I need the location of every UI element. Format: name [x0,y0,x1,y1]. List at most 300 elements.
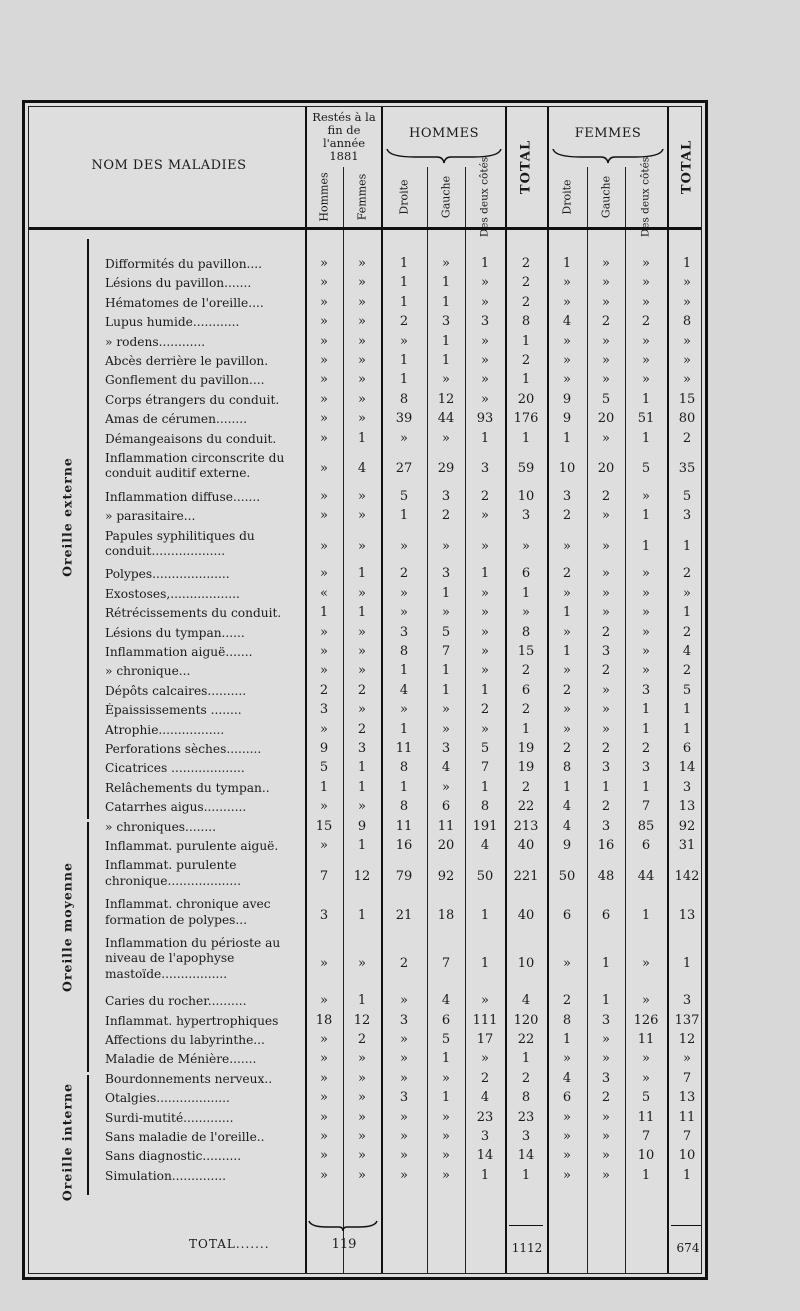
cell-value: » [400,605,408,621]
cell-value: 2 [521,256,531,271]
femmes-group-header: FEMMES [574,126,642,141]
cell-value: 10 [558,461,576,477]
cell-value: 1 [480,956,490,972]
cell-value: » [358,624,366,640]
cell-value: 1 [641,721,651,737]
cell-value: » [358,1051,366,1067]
cell-value: 1 [521,721,531,737]
cell-value: » [481,275,489,291]
cell-value: » [602,1109,610,1125]
cell-value: 2 [601,663,611,679]
cell-value: 4 [562,799,572,815]
cell-value: 4 [399,682,409,698]
cell-value: » [358,275,366,291]
cell-value: » [642,624,650,640]
cell-value: 7 [682,1129,692,1144]
cell-value: 1 [521,1051,531,1067]
cell-value: » [320,411,328,427]
disease-name: Amas de cérumen........ [105,412,247,427]
cell-value: » [320,838,328,853]
cell-value: » [563,663,571,679]
cell-value: 1 [601,956,611,972]
cell-value: 3 [319,702,329,718]
cell-value: 1 [441,682,451,698]
cell-value: 16 [395,838,413,853]
disease-name: » parasitaire... [105,509,196,524]
cell-value: 1 [641,779,651,795]
cell-value: » [358,353,366,368]
cell-value: » [320,294,328,310]
table-row [29,587,701,606]
restes-header: Restés à la fin de l'année 1881 [312,110,376,163]
cell-value: » [400,333,408,349]
col-femmes: Femmes [355,173,369,221]
cell-value: » [442,1070,450,1086]
cell-value: 2 [357,721,367,737]
cell-value: 1 [399,294,409,310]
cell-value: 5 [441,624,451,640]
disease-name: Lésions du pavillon....... [105,276,252,291]
cell-value: 1 [682,605,692,621]
cell-value: 1 [521,372,531,388]
cell-value: 3 [399,624,409,640]
cell-value: 8 [521,1090,531,1106]
disease-name: Surdi-mutité............. [105,1110,234,1125]
cell-value: 2 [399,314,409,330]
disease-name: Sans maladie de l'oreille.. [105,1130,265,1144]
cell-value: 1 [562,644,572,659]
cell-value: » [602,430,610,446]
cell-value: 3 [441,566,451,582]
table-row [29,335,701,354]
cell-value: » [442,372,450,388]
disease-name: Perforations sèches......... [105,742,262,756]
cell-value: » [442,702,450,718]
cell-value: » [320,566,328,582]
cell-value: 2 [521,702,531,718]
cell-value: 8 [399,644,409,659]
disease-name: Caries du rocher.......... [105,994,247,1009]
col-droite-h: Droite [397,179,411,215]
col-hommes: Hommes [317,172,331,222]
cell-value: 1 [441,333,451,349]
cell-value: » [602,294,610,310]
cell-value: 3 [441,488,451,504]
cell-value: 17 [476,1032,494,1047]
cell-value: 14 [517,1148,535,1164]
cell-value: 3 [601,818,611,834]
cell-value: 2 [521,275,531,291]
disease-name: Relâchements du tympan.. [105,780,270,795]
cell-value: 1 [521,585,531,601]
cell-value: 31 [678,838,696,853]
cell-value: » [358,1070,366,1086]
table-row [29,645,701,664]
cell-value: 2 [682,663,692,679]
cell-value: » [642,566,650,582]
cell-value: 2 [641,314,651,330]
cell-value: » [442,779,450,795]
cell-value: » [400,1070,408,1086]
cell-value: 20 [517,391,535,407]
disease-name: Catarrhes aigus........... [105,800,247,815]
cell-value: » [320,1129,328,1144]
cell-value: 29 [437,461,455,477]
cell-value: » [442,1109,450,1125]
table-row [29,936,701,994]
cell-value: » [400,702,408,718]
cell-value: 27 [395,461,413,477]
cell-value: 6 [521,566,531,582]
cell-value: 14 [678,760,696,776]
cell-value: 1 [441,585,451,601]
disease-name: Lésions du tympan...... [105,625,245,640]
disease-name: Inflammat. hypertrophiques [105,1013,279,1028]
cell-value: 1 [357,430,367,446]
table-row [29,1033,701,1052]
disease-name: » chroniques........ [105,819,217,834]
cell-value: 3 [601,1070,611,1086]
disease-name: » rodens............ [105,334,206,349]
cell-value: 2 [319,682,329,698]
cell-value: » [320,275,328,291]
cell-value: 9 [562,838,572,853]
table-row [29,742,701,761]
col-total-h: TOTAL [518,139,534,195]
cell-value: 4 [562,818,572,834]
cell-value: 1 [399,275,409,291]
cell-value: 3 [399,1090,409,1106]
cell-value: » [563,353,571,368]
cell-value: 4 [682,644,692,659]
cell-value: 92 [437,868,455,884]
cell-value: » [563,1109,571,1125]
table-row [29,626,701,645]
col-deux-f: Des deux côtés [639,156,652,238]
cell-value: 2 [601,624,611,640]
cell-value: 19 [517,760,535,776]
cell-value: 4 [480,838,490,853]
cell-value: 6 [521,682,531,698]
cell-value: » [442,430,450,446]
cell-value: 5 [601,391,611,407]
cell-value: » [642,993,650,1009]
disease-name: Papules syphilitiques du conduit................... [105,528,255,558]
cell-value: » [602,585,610,601]
cell-value: » [358,702,366,718]
cell-value: » [320,799,328,815]
table-title: NOM DES MALADIES [91,158,247,173]
table-row [29,1014,701,1033]
cell-value: » [602,1129,610,1144]
cell-value: 1 [441,663,451,679]
table-row [29,684,701,703]
table-row [29,800,701,819]
disease-name: Inflammat. chronique avec formation de polypes... [105,897,271,927]
cell-value: » [642,663,650,679]
cell-value: » [602,721,610,737]
cell-value: » [642,585,650,601]
cell-value: » [358,956,366,972]
table-row [29,1091,701,1110]
disease-name: Bourdonnements nerveux.. [105,1071,273,1086]
cell-value: » [602,372,610,388]
cell-value: » [563,372,571,388]
cell-value: 4 [562,1070,572,1086]
cell-value: » [320,644,328,659]
cell-value: » [442,1167,450,1183]
cell-value: » [642,333,650,349]
cell-value: » [683,294,691,310]
cell-value: » [358,585,366,601]
cell-value: 4 [521,993,531,1009]
cell-value: 1 [357,566,367,582]
cell-value: » [481,294,489,310]
cell-value: 6 [641,838,651,853]
disease-name: Inflammation circonscrite du conduit auditif externe. [105,451,285,481]
cell-value: 8 [682,314,692,330]
cell-value: » [400,1148,408,1164]
cell-value: » [358,1129,366,1144]
table-row [29,373,701,392]
table-row [29,393,701,412]
cell-value: 5 [399,488,409,504]
cell-value: 120 [513,1012,539,1028]
cell-value: 3 [682,779,692,795]
cell-value: » [563,538,571,554]
cell-value: 3 [480,461,490,477]
cell-value: 8 [399,799,409,815]
cell-value: » [358,799,366,815]
cell-value: » [602,333,610,349]
table-row [29,761,701,780]
cell-value: 15 [517,644,535,659]
cell-value: 1 [480,1167,490,1183]
cell-value: » [602,1148,610,1164]
disease-name: Maladie de Ménière....... [105,1052,257,1067]
cell-value: » [400,585,408,601]
cell-value: » [320,663,328,679]
cell-value: » [320,956,328,972]
cell-value: 8 [521,314,531,330]
cell-value: 3 [399,1012,409,1028]
cell-value: » [602,353,610,368]
cell-value: » [400,1167,408,1183]
cell-value: 2 [562,566,572,582]
cell-value: » [358,1148,366,1164]
cell-value: » [320,1032,328,1047]
cell-value: 2 [562,993,572,1009]
cell-value: 5 [682,682,692,698]
cell-value: » [481,663,489,679]
cell-value: » [481,333,489,349]
cell-value: 213 [513,818,539,834]
cell-value: 1 [562,779,572,795]
cell-value: » [358,1090,366,1106]
table-row [29,820,701,839]
cell-value: 15 [315,818,333,834]
cell-value: 8 [562,760,572,776]
cell-value: » [400,1129,408,1144]
col-droite-f: Droite [560,179,574,215]
cell-value: 2 [601,741,611,756]
cell-value: » [400,430,408,446]
cell-value: 2 [562,682,572,698]
col-deux-h: Des deux côtés [478,156,491,238]
cell-value: 1 [357,779,367,795]
cell-value: » [320,372,328,388]
cell-value: 13 [678,1090,696,1106]
cell-value: » [642,488,650,504]
cell-value: » [602,256,610,271]
cell-value: 1 [480,682,490,698]
disease-name: Exostoses,.................. [105,586,240,601]
cell-value: » [320,333,328,349]
disease-name: » chronique... [105,664,191,679]
cell-value: 3 [641,682,651,698]
cell-value: » [320,624,328,640]
cell-value: » [400,1032,408,1047]
table-row [29,723,701,742]
disease-name: Affections du labyrinthe... [105,1033,265,1047]
cell-value: » [358,1167,366,1183]
cell-value: 80 [678,411,696,427]
cell-value: » [320,508,328,524]
cell-value: 10 [637,1148,655,1164]
disease-name: Épaississements ........ [105,703,242,718]
table-row [29,858,701,897]
cell-value: » [320,430,328,446]
cell-value: 11 [678,1109,696,1125]
cell-value: » [683,372,691,388]
cell-value: » [400,538,408,554]
cell-value: 23 [476,1109,494,1125]
cell-value: 3 [682,993,692,1009]
cell-value: » [563,721,571,737]
table-row [29,1072,701,1091]
cell-value: » [358,663,366,679]
cell-value: 7 [441,956,451,972]
col-gauche-f: Gauche [599,175,613,219]
cell-value: 2 [480,1070,490,1086]
cell-value: 1 [480,907,490,923]
cell-value: » [320,1051,328,1067]
cell-value: » [481,993,489,1009]
cell-value: » [563,585,571,601]
total-femmes: 674 [676,1241,700,1255]
cell-value: 9 [562,391,572,407]
cell-value: 8 [521,624,531,640]
table-row [29,354,701,373]
cell-value: 126 [633,1012,659,1028]
cell-value: 13 [678,799,696,815]
cell-value: » [320,1167,328,1183]
cell-value: 20 [597,461,615,477]
cell-value: 40 [517,907,535,923]
cell-value: 11 [395,818,413,834]
cell-value: 2 [480,488,490,504]
disease-name: Difformités du pavillon.... [105,257,263,271]
cell-value: 6 [562,907,572,923]
cell-value: 1 [399,779,409,795]
table-row [29,412,701,431]
cell-value: 111 [472,1012,498,1028]
cell-value: 5 [682,488,692,504]
cell-value: 8 [399,391,409,407]
cell-value: » [522,605,530,621]
disease-name: Corps étrangers du conduit. [105,392,280,407]
cell-value: 1 [399,353,409,368]
cell-value: » [320,1148,328,1164]
cell-value: 1 [480,430,490,446]
cell-value: » [602,275,610,291]
cell-value: » [358,314,366,330]
cell-value: 2 [601,799,611,815]
table-row [29,451,701,490]
cell-value: 3 [357,741,367,756]
table-row [29,276,701,295]
cell-value: 1 [399,508,409,524]
cell-value: 1 [601,779,611,795]
cell-value: 4 [562,314,572,330]
cell-value: » [481,508,489,524]
table-row [29,529,701,568]
cell-value: 20 [597,411,615,427]
cell-value: » [442,605,450,621]
cell-value: » [481,605,489,621]
cell-value: 1 [357,605,367,621]
table-row [29,781,701,800]
cell-value: 3 [441,314,451,330]
cell-value: 1 [521,430,531,446]
cell-value: » [563,1167,571,1183]
cell-value: » [602,1051,610,1067]
table-row [29,1052,701,1071]
cell-value: » [442,1148,450,1164]
cell-value: 22 [517,1032,535,1047]
cell-value: 1 [682,721,692,737]
cell-value: 10 [517,488,535,504]
cell-value: 7 [319,868,329,884]
cell-value: » [683,1051,691,1067]
total-label: TOTAL....... [189,1237,270,1251]
cell-value: 1 [682,538,692,554]
cell-value: » [602,682,610,698]
cell-value: 15 [678,391,696,407]
cell-value: 2 [357,1032,367,1047]
cell-value: » [602,605,610,621]
cell-value: » [563,956,571,972]
cell-value: 1 [682,702,692,718]
table-row [29,257,701,276]
cell-value: 11 [637,1032,655,1047]
cell-value: 5 [641,1090,651,1106]
cell-value: 3 [319,907,329,923]
cell-value: » [642,956,650,972]
cell-value: » [602,1167,610,1183]
cell-value: 93 [476,411,494,427]
cell-value: » [400,1109,408,1125]
cell-value: 2 [682,566,692,582]
cell-value: » [642,1070,650,1086]
cell-value: 11 [437,818,455,834]
cell-value: » [320,353,328,368]
cell-value: » [358,256,366,271]
cell-value: 2 [521,294,531,310]
cell-value: » [642,644,650,659]
table-row [29,994,701,1013]
col-gauche-h: Gauche [439,175,453,219]
